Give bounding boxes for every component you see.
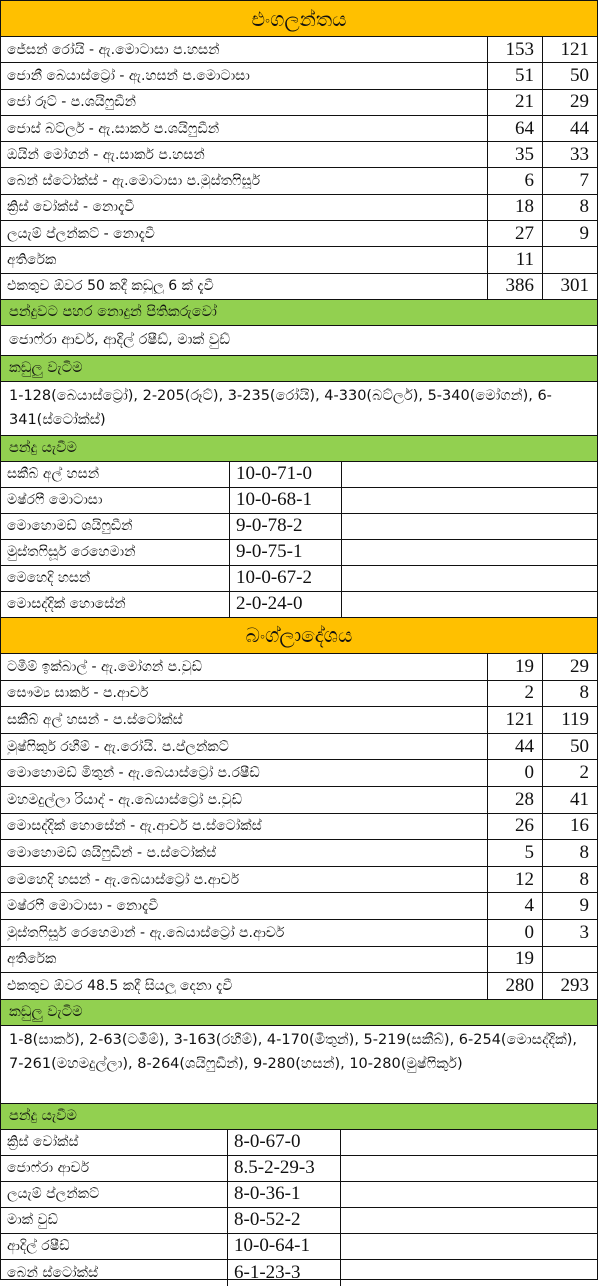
dnb-list [1,326,597,356]
extras-value: 19 [487,947,542,973]
balls: 41 [542,787,597,813]
fow-heading-text: කඩුලු වැටීම [9,360,83,377]
balls: 8 [542,840,597,866]
runs: 4 [487,893,542,919]
runs: 28 [487,787,542,813]
empty-cell [341,1182,597,1207]
batting-row [1,760,597,787]
bangladesh-extras-row [1,947,597,974]
runs: 0 [487,920,542,946]
bowling-figures: 8-0-67-0 [228,1130,341,1155]
bowling-heading-text: පන්දු යැවීම [9,440,77,457]
balls: 9 [542,221,597,246]
batsman-dismissal: මෂ්රෆී මොටාසා - නොදැවී [7,898,159,915]
bowling-figures: 8-0-52-2 [228,1208,341,1233]
bowling-row [1,488,597,514]
extras-label: අතිරේක [7,951,57,968]
runs: 51 [487,63,542,88]
batsman-dismissal: ජෝ රූට් - ප.ශයිෆුඩීන් [7,94,137,111]
empty-cell [342,514,597,539]
batting-row [1,116,597,142]
balls: 50 [542,63,597,88]
runs: 26 [487,814,542,840]
bowling-row [1,1130,597,1156]
empty-cell [341,1156,597,1181]
bowling-figures: 8.5-2-29-3 [228,1156,341,1181]
empty-cell [342,540,597,565]
batting-row [1,814,597,841]
bowler-name: මෙහෙදි හසන් [1,566,230,591]
balls: 50 [542,734,597,760]
bowling-row [1,514,597,540]
batting-row [1,142,597,168]
bowling-row [1,1234,597,1260]
balls: 29 [542,90,597,115]
bowler-name: ලයැම් ප්ලන්කට් [1,1182,228,1207]
bowling-figures: 10-0-67-2 [230,566,342,591]
batting-row [1,63,597,89]
bowling-figures: 8-0-36-1 [228,1182,341,1207]
batting-row [1,37,597,63]
team-name: එංගලන්තය [251,6,347,31]
fow-text: 1-8(සාකර්), 2-63(ටමීම්), 3-163(රහීම්), 4-170(මිතුන්), 5-219(සකීබ්), 6-254(මොසද්දික්), 7-261(මහමදුල්ලා), 8-264(ශයිෆුඩීන්), 9-280(හසන්), 10-280(මුෂ්ෆිකුර්) [9,1031,577,1072]
batting-row [1,893,597,920]
balls: 119 [542,707,597,733]
bowling-figures: 10-0-64-1 [228,1234,341,1259]
bowling-figures: 9-0-75-1 [230,540,342,565]
balls: 44 [542,116,597,141]
england-batting-table [1,37,597,247]
total-label: එකතුව ඕවර 50 කදී කඩුලු 6 ක් දැවී [7,278,214,295]
runs: 0 [487,760,542,786]
empty-cell [341,1130,597,1155]
batting-row [1,654,597,681]
fow-text: 1-128(බෙයාස්ට්‍රෝ), 2-205(රූට්), 3-235(රෝයි), 4-330(බට්ලර්), 5-340(මෝගන්), 6-341(ස්ටෝක්ස්) [9,387,552,428]
balls: 121 [542,37,597,62]
runs: 35 [487,142,542,167]
england-team-header [1,1,597,37]
empty-cell [342,566,597,591]
runs: 5 [487,840,542,866]
bowler-name: ජොෆ්රා ආචර් [1,1156,228,1181]
total-balls: 293 [542,973,597,999]
england-extras-row [1,247,597,273]
batting-row [1,840,597,867]
bowler-name: මාක් වුඩ් [1,1208,228,1233]
batsman-dismissal: මොහොමඩ් මිතුන් - ඇ.බෙයාස්ට්‍රෝ ප.රෂීඩ් [7,765,260,782]
batsman-dismissal: ටමීම් ඉක්බාල් - ඇ.මෝගන් ප.වුඩ් [7,658,203,675]
balls: 8 [542,681,597,707]
batsman-dismissal: මුෂ්ෆිකුර් රහීම් - ඇ.රෝයි. ප.ප්ලන්කට් [7,738,229,755]
bowler-name: මොහොමඩ් ශයිෆුඩීන් [1,514,230,539]
empty-cell [341,1234,597,1259]
balls: 8 [542,195,597,220]
bangladesh-fow-heading [1,1000,597,1026]
england-total-row [1,274,597,300]
bowler-name: මෂ්රෆී මොටාසා [1,488,230,513]
bowler-name: මොසද්දික් හොසේන් [1,592,230,617]
bangladesh-bowling-heading [1,436,597,462]
balls: 2 [542,760,597,786]
runs: 21 [487,90,542,115]
total-runs: 386 [487,274,542,299]
bowling-row [1,1208,597,1234]
dnb-text: ජොෆ්රා ආචර්, ආදිල් රෂීඩ්, මාක් වුඩ් [9,332,230,349]
bowler-name: මුස්තෆිසූර් රෙහෙමාන් [1,540,230,565]
runs: 27 [487,221,542,246]
england-bowling-table [1,1130,597,1286]
batsman-dismissal: ඔයින් මෝගන් - ඇ.සාකර් ප.හසන් [7,146,205,163]
runs: 153 [487,37,542,62]
balls: 3 [542,920,597,946]
empty-cell [342,488,597,513]
balls: 9 [542,893,597,919]
bowling-row [1,1182,597,1208]
fow-heading-text: කඩුලු වැටීම [9,1004,83,1021]
batting-row [1,707,597,734]
batting-row [1,920,597,947]
runs: 18 [487,195,542,220]
batting-row [1,168,597,194]
bangladesh-team-header [1,618,597,654]
batsman-dismissal: මොසද්දික් හොසේන් - ඇ.ආචර් ප.ස්ටෝක්ස් [7,818,262,835]
empty-cell [342,462,597,487]
bangladesh-fow [1,1026,597,1104]
bowling-figures: 10-0-68-1 [230,488,342,513]
bangladesh-batting-table [1,654,597,947]
extras-label: අතිරේක [7,252,57,269]
batsman-dismissal: සකීබ් අල් හසන් - ප.ස්ටෝක්ස් [7,711,183,728]
total-balls: 301 [542,274,597,299]
batsman-dismissal: ජොනී බෙයාස්ට්‍රෝ - ඇ.හසන් ප.මොටාසා [7,67,250,84]
bowling-row [1,1156,597,1182]
batting-row [1,221,597,247]
runs: 64 [487,116,542,141]
bowler-name: ක්‍රිස් වෝක්ස් [1,1130,228,1155]
empty-cell [341,1208,597,1233]
bowler-name: සකීබ් අල් හසන් [1,462,230,487]
bowling-figures: 10-0-71-0 [230,462,342,487]
balls: 29 [542,654,597,680]
batsman-dismissal: ක්‍රිස් වෝක්ස් - නොදැවී [7,199,135,216]
england-bowling-heading [1,1104,597,1130]
team-name: බංග්ලාදේශය [245,623,353,648]
bowler-name: බෙන් ස්ටෝක්ස් [1,1260,228,1286]
bangladesh-total-row [1,973,597,1000]
england-fow-heading [1,356,597,382]
extras-value: 11 [487,247,542,272]
runs: 44 [487,734,542,760]
balls: 16 [542,814,597,840]
balls: 8 [542,867,597,893]
runs: 6 [487,168,542,193]
batsman-dismissal: බෙන් ස්ටෝක්ස් - ඇ.මොටාසා ප.මුස්තෆිසූර් [7,173,261,190]
batsman-dismissal: සෞම්‍ය සාකර් - ප.ආචර් [7,685,149,702]
batsman-dismissal: මෙහෙදි හසන් - ඇ.බෙයාස්ට්‍රෝ ප.ආචර් [7,871,240,888]
batsman-dismissal: ලයැම් ප්ලන්කට් - නොදැවී [7,225,155,242]
batting-row [1,867,597,894]
england-fow [1,382,597,436]
bowling-figures: 6-1-23-3 [228,1260,341,1286]
batsman-dismissal: මුස්තෆිසූර් රෙහෙමාන් - ඇ.බෙයාස්ට්‍රෝ ප.ආචර් [7,924,285,941]
batting-row [1,787,597,814]
runs: 2 [487,681,542,707]
extras-blank [542,247,597,272]
bowler-name: ආදිල් රෂීඩ් [1,1234,228,1259]
batting-row [1,734,597,761]
runs: 12 [487,867,542,893]
empty-cell [342,592,597,617]
batsman-dismissal: මොහොමඩ් ශයිෆුඩීන් - ප.ස්ටෝක්ස් [7,844,217,861]
bangladesh-bowling-table [1,462,597,618]
batting-row [1,90,597,116]
balls: 33 [542,142,597,167]
bowling-heading-text: පන්දු යැවීම [9,1108,77,1125]
dnb-heading [1,300,597,326]
bowling-row [1,566,597,592]
bowling-row [1,592,597,618]
balls: 7 [542,168,597,193]
runs: 121 [487,707,542,733]
batsman-dismissal: ජොස් බට්ලර් - ඇ.සාකර් ප.ශයිෆුඩීන් [7,120,220,137]
extras-blank [542,947,597,973]
batsman-dismissal: ජේසන් රෝයි - ඇ.මොටාසා ප.හසන් [7,41,220,58]
batting-row [1,681,597,708]
bowling-row [1,462,597,488]
bowling-figures: 2-0-24-0 [230,592,342,617]
total-label: එකතුව ඕවර 48.5 කදී සියලු දෙනා දැවී [7,977,233,994]
batsman-dismissal: මහමදුල්ලා රියාද් - ඇ.බෙයාස්ට්‍රෝ ප.වුඩ් [7,791,242,808]
runs: 19 [487,654,542,680]
total-runs: 280 [487,973,542,999]
bowling-figures: 9-0-78-2 [230,514,342,539]
bowling-row [1,540,597,566]
batting-row [1,195,597,221]
dnb-heading-text: පන්දුවට පහර නොදුන් පිතිකරුවෝ [9,304,217,321]
